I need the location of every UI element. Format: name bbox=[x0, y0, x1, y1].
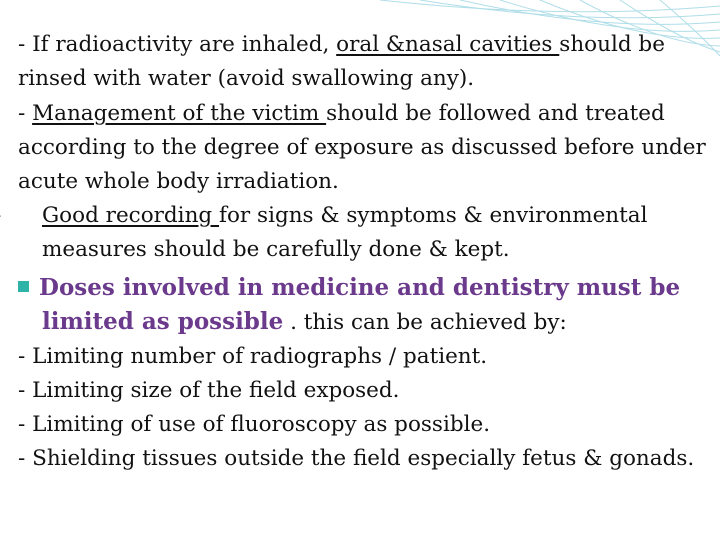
list-item: - Limiting number of radiographs / patient. bbox=[18, 344, 488, 369]
slide-body bbox=[18, 28, 716, 476]
bullet-doses bbox=[18, 271, 716, 340]
underlined-term: oral &nasal cavities bbox=[336, 32, 560, 57]
paragraph-text: should be rinsed with water (avoid swallowing any). bbox=[18, 32, 665, 91]
measures-list bbox=[18, 340, 716, 476]
underlined-term: Good recording bbox=[42, 203, 220, 228]
paragraph-management bbox=[18, 97, 716, 199]
bullet-continuation bbox=[18, 305, 716, 340]
bullet-line bbox=[18, 271, 716, 305]
list-item: - Limiting size of the field exposed. bbox=[18, 378, 400, 403]
paragraph-text: If radioactivity are inhaled, bbox=[32, 32, 337, 57]
paragraph-text: for signs & symptoms & environmental measures should be carefully done & kept. bbox=[42, 203, 648, 262]
list-item: - Shielding tissues outside the field especially fetus & gonads. bbox=[18, 446, 695, 471]
bullet-tail: . this can be achieved by: bbox=[283, 310, 567, 335]
bullet-heading: Doses involved in medicine and dentistry must be bbox=[39, 274, 681, 301]
underlined-term: Management of the victim bbox=[32, 101, 327, 126]
list-item: - Limiting of use of fluoroscopy as possible. bbox=[18, 412, 491, 437]
paragraph-recording bbox=[18, 199, 716, 267]
paragraph-dash: - bbox=[18, 32, 33, 57]
paragraph-text: should be followed and treated according to the degree of exposure as discussed before under acute whole body irradiation. bbox=[18, 101, 706, 194]
bullet-heading-cont: limited as possible bbox=[42, 308, 284, 335]
square-bullet-icon bbox=[18, 281, 29, 292]
paragraph-dash: - bbox=[18, 101, 33, 126]
paragraph-inhalation bbox=[18, 28, 716, 96]
paragraph-dash bbox=[18, 199, 42, 233]
